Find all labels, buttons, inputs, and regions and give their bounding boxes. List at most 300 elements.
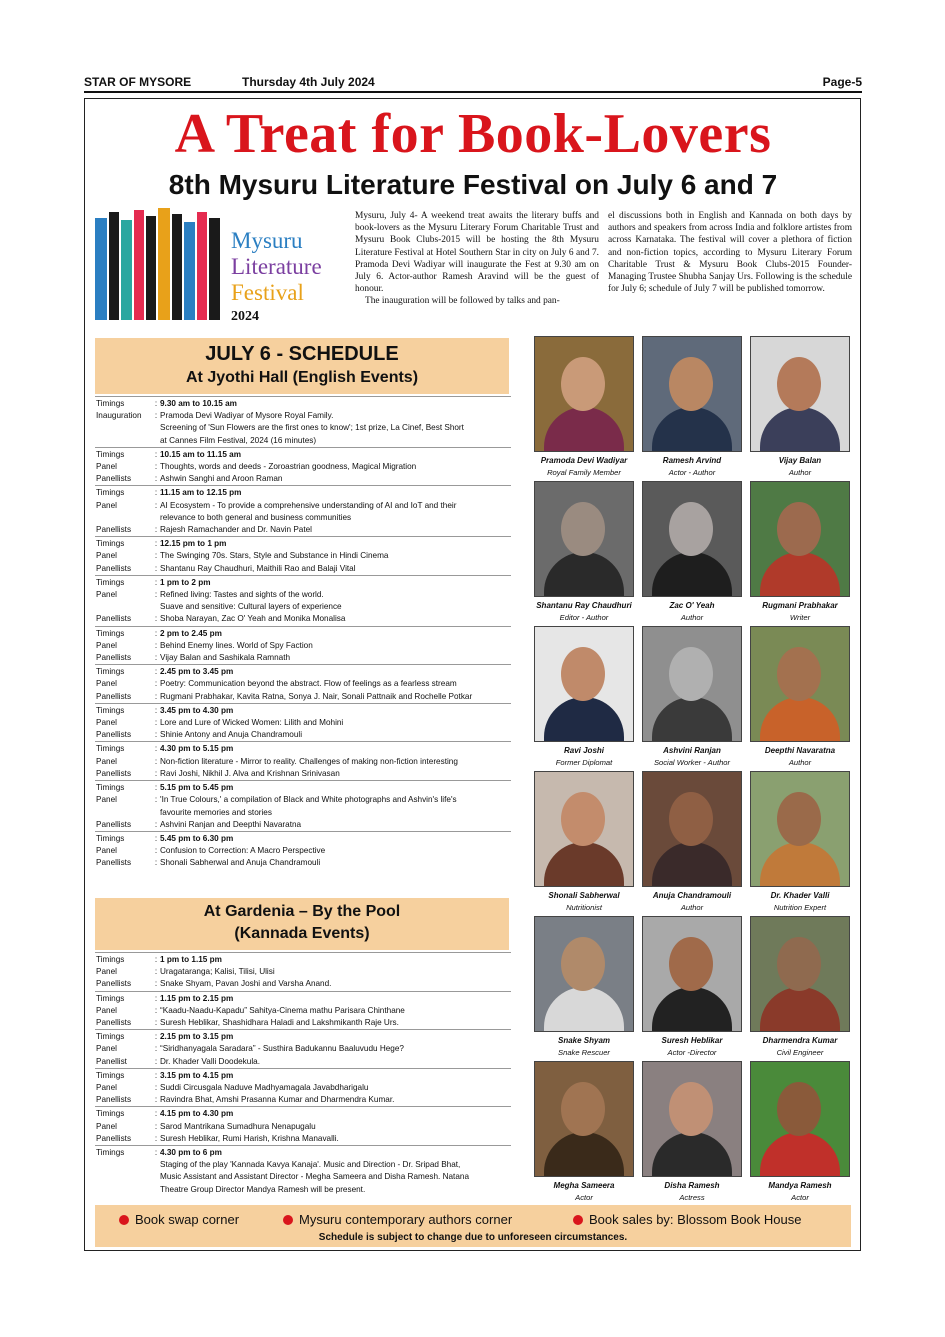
- schedule-row-label: Panel: [96, 462, 117, 472]
- speaker-role: Actor -Director: [667, 1048, 717, 1057]
- schedule-item: [95, 1106, 511, 1145]
- schedule-row-value: relevance to both general and business communities: [160, 512, 352, 522]
- portrait-head: [669, 357, 713, 411]
- schedule-row: [95, 449, 511, 461]
- portrait-body: [652, 987, 732, 1032]
- schedule-row-value: Shonali Sabherwal and Anuja Chandramouli: [160, 858, 321, 868]
- separator: [152, 807, 160, 819]
- separator: :: [154, 795, 158, 805]
- schedule-row: [95, 1005, 511, 1017]
- masthead: [84, 73, 862, 91]
- separator: :: [154, 1109, 158, 1119]
- schedule-row-value: 2.15 pm to 3.15 pm: [160, 1032, 234, 1042]
- schedule-row: [95, 601, 511, 613]
- schedule-row: [95, 691, 511, 703]
- schedule-row: [95, 550, 511, 562]
- schedule-row-value: 2.45 pm to 3.45 pm: [160, 667, 234, 677]
- schedule-row-label: Timings: [96, 1070, 125, 1080]
- schedule-row-label: Panellist: [96, 1056, 127, 1066]
- schedule-row: [95, 978, 511, 990]
- speaker-name: Shonali Sabherwal: [548, 891, 620, 900]
- schedule-item: [95, 780, 511, 831]
- schedule-row: [95, 589, 511, 601]
- schedule-row: [95, 1070, 511, 1082]
- separator: :: [154, 1070, 158, 1080]
- separator: :: [154, 653, 158, 663]
- schedule-row-label: Panel: [96, 590, 117, 600]
- schedule-row: [95, 993, 511, 1005]
- bullet-icon: [573, 1215, 583, 1225]
- schedule-item: [95, 1029, 511, 1068]
- bullet-icon: [283, 1215, 293, 1225]
- schedule-row: [95, 563, 511, 575]
- separator: :: [154, 628, 158, 638]
- schedule-item: [95, 831, 511, 870]
- schedule-row: [95, 1031, 511, 1043]
- speaker-photo: [534, 481, 634, 597]
- schedule-row: [95, 678, 511, 690]
- speaker-photo: [642, 771, 742, 887]
- schedule-item: [95, 703, 511, 742]
- portrait-body: [544, 1132, 624, 1177]
- schedule-row-value: favourite memories and stories: [160, 807, 272, 817]
- schedule-row-label: Panellists: [96, 653, 132, 663]
- speaker-card: [642, 916, 742, 1061]
- schedule-item: [95, 741, 511, 780]
- schedule-item: [95, 626, 511, 665]
- schedule-row-label: Timings: [96, 449, 125, 459]
- separator: :: [154, 819, 158, 829]
- schedule-row-value: Thoughts, words and deeds - Zoroastrian goodness, Magical Migration: [160, 462, 417, 472]
- schedule-row-value: Rugmani Prabhakar, Kavita Ratna, Sonya J. Nair, Sonali Pattnaik and Rochelle Potkar: [160, 691, 473, 701]
- schedule-item: [95, 1145, 511, 1196]
- schedule-row-label: Panellists: [96, 819, 132, 829]
- schedule-row-label: Panellists: [96, 474, 132, 484]
- speaker-photo: [534, 1061, 634, 1177]
- schedule-row: [95, 524, 511, 536]
- schedule-row-value: 'In True Colours,' a compilation of Black and White photographs and Ashvin's life's: [160, 795, 457, 805]
- masthead-rule: [84, 91, 862, 93]
- schedule-row-value: AI Ecosystem - To provide a comprehensive understanding of AI and IoT and their: [160, 500, 457, 510]
- separator: :: [154, 768, 158, 778]
- schedule-row-label: Panellists: [96, 1133, 132, 1143]
- schedule-row-label: Timings: [96, 488, 125, 498]
- schedule-row-value: Pramoda Devi Wadiyar of Mysore Royal Family.: [160, 411, 334, 421]
- schedule-subtitle: (Kannada Events): [234, 925, 370, 942]
- schedule-row: [95, 652, 511, 664]
- speaker-role: Actor: [791, 1193, 809, 1202]
- schedule-row-label: Panellists: [96, 979, 132, 989]
- schedule-row-label: Timings: [96, 577, 125, 587]
- separator: :: [154, 577, 158, 587]
- footer-item-label: Book swap corner: [135, 1212, 240, 1227]
- schedule-row: [95, 398, 511, 410]
- schedule-row: [95, 1094, 511, 1106]
- portrait-body: [652, 842, 732, 887]
- schedule-row: [95, 628, 511, 640]
- schedule-title: At Gardenia – By the Pool: [203, 903, 401, 920]
- footer-item-label: Mysuru contemporary authors corner: [299, 1212, 513, 1227]
- separator: :: [154, 474, 158, 484]
- schedule-row: [95, 857, 511, 869]
- speaker-name: Dharmendra Kumar: [762, 1036, 838, 1045]
- schedule-row-label: Panellists: [96, 730, 132, 740]
- schedule-row-label: Panel: [96, 679, 117, 689]
- schedule-row-value: Refined living: Tastes and sights of the world.: [160, 590, 324, 600]
- schedule-row-value: 1 pm to 1.15 pm: [160, 955, 222, 964]
- schedule-row: [95, 410, 511, 422]
- separator: :: [154, 667, 158, 677]
- intro-paragraph: el discussions both in English and Kannada on both days by authors and speakers from across India and folklore artistes from across Karnataka. The festival will cover a plethora of fiction and non-fiction topics, according to Mysuru Literary Forum Charitable Trust & Mysuru Book Clubs-2015 Founder-Managing Trustee Shubha Sanjay Urs. Following is the schedule for July 6; schedule of July 7 will be published tomorrow.: [608, 211, 852, 295]
- portrait-body: [544, 697, 624, 742]
- publication-date: Thursday 4th July 2024: [242, 75, 375, 89]
- schedule-row-label: [95, 435, 152, 447]
- separator: [152, 435, 160, 447]
- separator: :: [154, 539, 158, 549]
- schedule-header-july6: [95, 338, 509, 394]
- schedule-row: [95, 1133, 511, 1145]
- separator: [152, 601, 160, 613]
- schedule-row-value: 1.15 pm to 2.15 pm: [160, 993, 234, 1003]
- schedule-row-label: Panellists: [96, 525, 132, 535]
- portrait-body: [544, 407, 624, 452]
- schedule-row-label: Panel: [96, 1044, 117, 1054]
- schedule-row: [95, 845, 511, 857]
- schedule-row-label: Panellists: [96, 858, 132, 868]
- separator: [152, 1171, 160, 1183]
- speaker-card: [750, 626, 850, 771]
- intro-paragraph: The inauguration will be followed by talks and pan-: [365, 296, 560, 307]
- separator: :: [154, 967, 158, 977]
- intro-paragraph: Mysuru, July 4- A weekend treat awaits the literary buffs and book-lovers as the Mysuru Literary Forum Charitable Trust and Mysuru Book Clubs-2015 will be hosting the 8th Mysuru Literature Festival at Hotel Southern Star in city on July 6 and 7. Pramoda Devi Wadiyar will inaugurate the Fest at 9.30 am on July 6. Actor-author Ramesh Aravind will be the guest of honour.: [355, 211, 599, 295]
- separator: :: [154, 783, 158, 793]
- schedule-row-value: at Cannes Film Festival, 2024 (16 minutes): [160, 435, 317, 445]
- schedule-row: [95, 954, 511, 966]
- speaker-name: Rugmani Prabhakar: [762, 601, 838, 610]
- schedule-row-value: Shantanu Ray Chaudhuri, Maithili Rao and Balaji Vital: [160, 563, 356, 573]
- portrait-body: [760, 987, 840, 1032]
- separator: :: [154, 462, 158, 472]
- portrait-head: [777, 792, 821, 846]
- publication-name: STAR OF MYSORE: [84, 75, 192, 89]
- portrait-head: [777, 502, 821, 556]
- schedule-row: [95, 1056, 511, 1068]
- footer-banner: [95, 1205, 851, 1247]
- schedule-row: [95, 782, 511, 794]
- speaker-photo: [750, 1061, 850, 1177]
- schedule-row: [95, 717, 511, 729]
- schedule-row-label: [95, 512, 152, 524]
- schedule-row: [95, 1159, 511, 1171]
- schedule-row: [95, 1147, 511, 1159]
- speaker-name: Snake Shyam: [557, 1036, 611, 1045]
- portrait-head: [561, 937, 605, 991]
- separator: :: [154, 730, 158, 740]
- schedule-row-value: Suddi Circusgala Naduve Madhyamagala Javabdharigalu: [160, 1083, 369, 1093]
- schedule-row: [95, 435, 511, 447]
- speaker-role: Civil Engineer: [776, 1048, 824, 1057]
- separator: :: [154, 679, 158, 689]
- schedule-row-label: [95, 601, 152, 613]
- schedule-row-label: Timings: [96, 539, 125, 549]
- speaker-role: Nutrition Expert: [773, 903, 827, 912]
- speaker-name: Anuja Chandramouli: [652, 891, 732, 900]
- speaker-card: [642, 626, 742, 771]
- speaker-role: Royal Family Member: [547, 468, 621, 477]
- separator: :: [154, 1095, 158, 1105]
- speaker-card: [642, 1061, 742, 1206]
- schedule-row: [95, 1017, 511, 1029]
- schedule-row-value: Vijay Balan and Sashikala Ramnath: [160, 653, 291, 663]
- separator: :: [154, 399, 158, 408]
- schedule-row-value: 3.45 pm to 4.30 pm: [160, 705, 234, 715]
- schedule-row: [95, 705, 511, 717]
- schedule-row: [95, 512, 511, 524]
- speaker-card: [642, 481, 742, 626]
- schedule-row-value: 12.15 pm to 1 pm: [160, 539, 227, 549]
- intro-column-right: [608, 210, 852, 295]
- schedule-row-value: 4.30 pm to 5.15 pm: [160, 744, 234, 754]
- schedule-row: [95, 1043, 511, 1055]
- schedule-row-value: Ravi Joshi, Nikhil J. Alva and Krishnan Srinivasan: [160, 768, 340, 778]
- schedule-row-value: Shoba Narayan, Zac O' Yeah and Monika Monalisa: [160, 614, 346, 624]
- speaker-card: [534, 626, 634, 771]
- separator: :: [154, 705, 158, 715]
- schedule-row: [95, 422, 511, 434]
- schedule-row-label: Timings: [96, 1148, 125, 1158]
- schedule-row-label: Panel: [96, 795, 117, 805]
- schedule-row-label: Timings: [96, 993, 125, 1003]
- schedule-row-label: Panel: [96, 1005, 117, 1015]
- schedule-row-label: Panellists: [96, 691, 132, 701]
- schedule-row: [95, 1184, 511, 1196]
- schedule-row-label: [95, 807, 152, 819]
- schedule-row-label: [95, 422, 152, 434]
- schedule-row-label: Timings: [96, 744, 125, 754]
- schedule-row-label: Panellists: [96, 563, 132, 573]
- schedule-row-label: Panel: [96, 500, 117, 510]
- portrait-body: [652, 407, 732, 452]
- portrait-body: [544, 987, 624, 1032]
- schedule-row: [95, 819, 511, 831]
- speaker-photo: [534, 771, 634, 887]
- speaker-role: Author: [788, 758, 812, 767]
- speaker-photo: [642, 1061, 742, 1177]
- schedule-row: [95, 461, 511, 473]
- speaker-role: Former Diplomat: [555, 758, 613, 767]
- portrait-head: [669, 647, 713, 701]
- schedule-item: [95, 1068, 511, 1107]
- speaker-card: [750, 336, 850, 481]
- separator: :: [154, 1018, 158, 1028]
- schedule-row-value: Rajesh Ramachander and Dr. Navin Patel: [160, 525, 313, 535]
- schedule-row-label: Timings: [96, 705, 125, 715]
- schedule-row: [95, 640, 511, 652]
- speaker-photo: [750, 336, 850, 452]
- speaker-name: Pramoda Devi Wadiyar: [540, 456, 628, 465]
- separator: :: [154, 563, 158, 573]
- schedule-row-label: Panel: [96, 1083, 117, 1093]
- headline: A Treat for Book-Lovers: [174, 103, 772, 165]
- separator: :: [154, 744, 158, 754]
- speaker-name: Disha Ramesh: [664, 1181, 720, 1190]
- schedule-row-value: Lore and Lure of Wicked Women: Lilith and Mohini: [160, 718, 344, 728]
- speaker-card: [534, 481, 634, 626]
- separator: [152, 512, 160, 524]
- speaker-photo: [534, 916, 634, 1032]
- speaker-role: Actress: [679, 1193, 705, 1202]
- portrait-body: [544, 552, 624, 597]
- schedule-row-value: Suresh Heblikar, Rumi Harish, Krishna Manavalli.: [160, 1133, 339, 1143]
- separator: :: [154, 718, 158, 728]
- schedule-row-value: Poetry: Communication beyond the abstract. Flow of feelings as a fearless stream: [160, 679, 457, 689]
- schedule-row-label: Panellists: [96, 1018, 132, 1028]
- speaker-role: Snake Rescuer: [558, 1048, 610, 1057]
- schedule-row-value: Suresh Heblikar, Shashidhara Haladi and Lakshmikanth Raje Urs.: [160, 1018, 399, 1028]
- schedule-subtitle: At Jyothi Hall (English Events): [185, 369, 419, 386]
- portrait-body: [544, 842, 624, 887]
- speaker-role: Social Worker - Author: [653, 758, 731, 767]
- schedule-row-label: Panellists: [96, 1095, 132, 1105]
- schedule-item: [95, 536, 511, 575]
- speaker-photo: [534, 336, 634, 452]
- schedule-row-value: Non-fiction literature - Mirror to reality. Challenges of making non-fiction interesting: [160, 756, 458, 766]
- logo-line1: Mysuru: [231, 228, 303, 253]
- speaker-card: [750, 481, 850, 626]
- speaker-name: Mandya Ramesh: [768, 1181, 832, 1190]
- schedule-row-label: Panel: [96, 967, 117, 977]
- separator: :: [154, 691, 158, 701]
- festival-logo: [95, 208, 345, 326]
- separator: :: [154, 500, 158, 510]
- portrait-body: [652, 1132, 732, 1177]
- schedule-row-value: 9.30 am to 10.15 am: [160, 399, 237, 408]
- intro-column-left: [355, 210, 599, 308]
- footer-item-label: Book sales by: Blossom Book House: [589, 1212, 802, 1227]
- speaker-role: Author: [680, 903, 704, 912]
- portrait-head: [777, 937, 821, 991]
- schedule-header-gardenia: [95, 898, 509, 950]
- separator: :: [154, 846, 158, 856]
- schedule-item: [95, 447, 511, 486]
- speaker-card: [534, 1061, 634, 1206]
- schedule-row-value: Screening of 'Sun Flowers are the first ones to know'; 1st prize, La Cinef, Best Short: [160, 423, 464, 433]
- footer-note: Schedule is subject to change due to unforeseen circumstances.: [318, 1232, 628, 1243]
- portrait-head: [777, 357, 821, 411]
- speaker-photo: [642, 481, 742, 597]
- speaker-card: [534, 771, 634, 916]
- speaker-name: Shantanu Ray Chaudhuri: [536, 601, 632, 610]
- schedule-row: [95, 743, 511, 755]
- schedule-row-value: 1 pm to 2 pm: [160, 577, 211, 587]
- portrait-head: [669, 1082, 713, 1136]
- portrait-body: [760, 552, 840, 597]
- speaker-name: Suresh Heblikar: [661, 1036, 723, 1045]
- schedule-row-label: [95, 1171, 152, 1183]
- speaker-name: Ashvini Ranjan: [663, 746, 721, 755]
- schedule-row-value: “Kaadu-Naadu-Kapadu” Sahitya-Cinema mathu Parisara Chinthane: [160, 1005, 405, 1015]
- separator: :: [154, 858, 158, 868]
- separator: :: [154, 1032, 158, 1042]
- schedule-row-label: Timings: [96, 783, 125, 793]
- separator: :: [154, 955, 158, 964]
- schedule-row-value: Ashvini Ranjan and Deepthi Navaratna: [160, 819, 302, 829]
- portrait-head: [561, 502, 605, 556]
- portrait-body: [760, 697, 840, 742]
- schedule-row-label: Panel: [96, 756, 117, 766]
- speaker-name: Megha Sameera: [553, 1181, 615, 1190]
- schedule-row-label: Panellists: [96, 768, 132, 778]
- speaker-name: Dr. Khader Valli: [770, 891, 830, 900]
- portrait-body: [760, 1132, 840, 1177]
- bullet-icon: [119, 1215, 129, 1225]
- schedule-row: [95, 500, 511, 512]
- separator: :: [154, 614, 158, 624]
- speaker-card: [750, 771, 850, 916]
- schedule-row-label: Timings: [96, 667, 125, 677]
- schedule-row: [95, 768, 511, 780]
- separator: :: [154, 756, 158, 766]
- portrait-head: [561, 357, 605, 411]
- schedule-row-label: Timings: [96, 1109, 125, 1119]
- schedule-row-label: Inauguration: [96, 411, 142, 421]
- schedule-row-value: “Siridhanyagala Saradara” - Susthira Badukannu Baaluvudu Hege?: [160, 1044, 404, 1054]
- speaker-card: [750, 1061, 850, 1206]
- schedule-row: [95, 1121, 511, 1133]
- schedule-row: [95, 1082, 511, 1094]
- schedule-item: [95, 485, 511, 536]
- speaker-card: [534, 336, 634, 481]
- speaker-name: Deepthi Navaratna: [764, 746, 836, 755]
- schedule-row: [95, 577, 511, 589]
- portrait-body: [760, 407, 840, 452]
- schedule-row-value: 3.15 pm to 4.15 pm: [160, 1070, 234, 1080]
- schedule-row-label: Panel: [96, 640, 117, 650]
- schedule-row: [95, 1171, 511, 1183]
- separator: :: [154, 488, 158, 498]
- speaker-role: Actor: [575, 1193, 593, 1202]
- schedule-row: [95, 807, 511, 819]
- separator: :: [154, 525, 158, 535]
- speaker-photo: [642, 626, 742, 742]
- separator: :: [154, 1148, 158, 1158]
- schedule-row-value: Ravindra Bhat, Amshi Prasanna Kumar and Dharmendra Kumar.: [160, 1095, 395, 1105]
- portrait-body: [652, 552, 732, 597]
- schedule-row: [95, 473, 511, 485]
- schedule-row-label: Timings: [96, 955, 125, 964]
- schedule-row-value: Shinie Antony and Anuja Chandramouli: [160, 730, 303, 740]
- portrait-head: [669, 937, 713, 991]
- schedule-row-label: Timings: [96, 1032, 125, 1042]
- schedule-row-value: Behind Enemy lines. World of Spy Faction: [160, 640, 313, 650]
- speaker-role: Nutritionist: [566, 903, 602, 912]
- schedule-row: [95, 666, 511, 678]
- logo-line2: Literature: [231, 254, 322, 279]
- separator: :: [154, 1044, 158, 1054]
- page-number: Page-5: [822, 75, 862, 89]
- speaker-photo: [750, 626, 850, 742]
- footer-item-swap: [119, 1212, 239, 1228]
- separator: :: [154, 1121, 158, 1131]
- schedule-row-label: Timings: [96, 399, 125, 408]
- portrait-head: [777, 647, 821, 701]
- schedule-row-value: The Swinging 70s. Stars, Style and Substance in Hindi Cinema: [160, 551, 389, 561]
- logo-line3: Festival: [231, 280, 304, 305]
- schedule-item: [95, 575, 511, 626]
- footer-item-authors: [283, 1212, 512, 1228]
- schedule-row: [95, 756, 511, 768]
- speaker-card: [534, 916, 634, 1061]
